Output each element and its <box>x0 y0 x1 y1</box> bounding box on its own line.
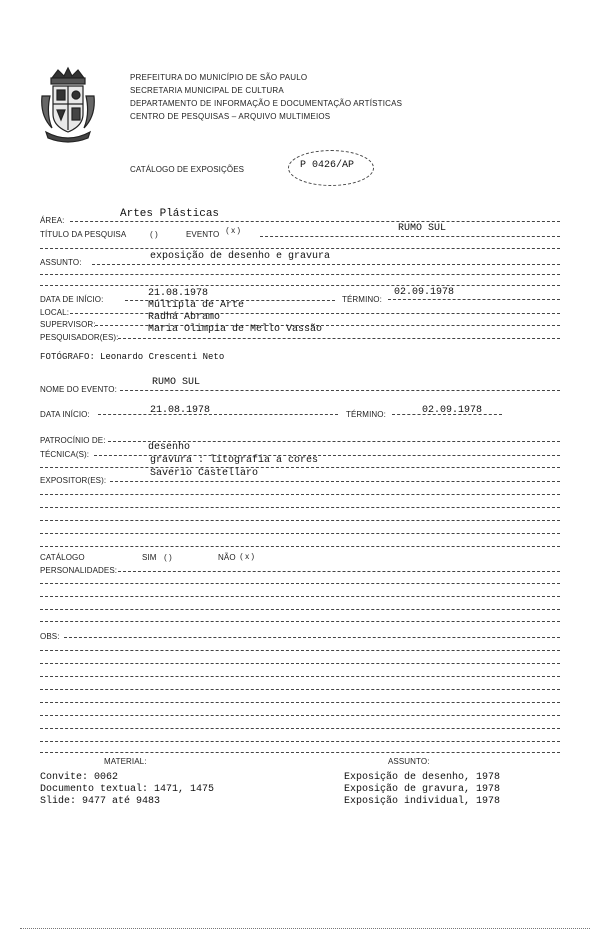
titulo-value: RUMO SUL <box>398 223 447 234</box>
obs-line-3 <box>40 663 560 664</box>
assunto-line <box>92 264 560 265</box>
nome-evento-label: NOME DO EVENTO: <box>40 385 117 394</box>
obs-line-9 <box>40 741 560 742</box>
catalog-label: CATÁLOGO DE EXPOSIÇÕES <box>130 165 245 174</box>
evento-label: EVENTO <box>186 230 220 239</box>
area-label: ÁREA: <box>40 216 65 225</box>
footer-assunto-label: ASSUNTO: <box>388 757 430 766</box>
area-line <box>70 221 560 222</box>
obs-line-8 <box>40 728 560 729</box>
footer-assunto-item-2: Exposição de gravura, 1978 <box>344 784 501 795</box>
termino-value: 02.09.1978 <box>394 287 455 298</box>
tecnicas-line-2 <box>40 467 560 468</box>
assunto-label: ASSUNTO: <box>40 258 82 267</box>
expositores-line-5 <box>40 533 560 534</box>
obs-line-4 <box>40 676 560 677</box>
material-item-1: Convite: 0062 <box>40 772 119 783</box>
patrocinio-label: PATROCÍNIO DE: <box>40 436 106 445</box>
fotografo-label: FOTÓGRAFO: <box>40 352 96 362</box>
obs-line-7 <box>40 715 560 716</box>
local-value: Múltipla de Arte <box>148 300 245 311</box>
nao-label: NÃO <box>218 553 236 562</box>
nome-evento-value: RUMO SUL <box>152 377 201 388</box>
header-line-3: DEPARTAMENTO DE INFORMAÇÃO E DOCUMENTAÇÃO ARTÍSTICAS <box>130 99 403 108</box>
fotografo-value: Leonardo Crescenti Neto <box>100 352 225 362</box>
coat-of-arms-icon <box>38 66 98 144</box>
pesquisadores-label: PESQUISADOR(ES): <box>40 333 119 342</box>
obs-label: OBS: <box>40 632 60 641</box>
obs-line-10 <box>40 752 560 753</box>
assunto-line-2 <box>40 274 560 275</box>
tecnicas-line <box>94 455 560 456</box>
obs-line-5 <box>40 689 560 690</box>
tecnicas-value-1: desenho <box>148 442 191 453</box>
catalogo-label: CATÁLOGO <box>40 553 85 562</box>
tecnicas-label: TÉCNICA(S): <box>40 450 90 459</box>
expositores-line <box>110 481 560 482</box>
catalog-code: P 0426/AP <box>300 160 355 171</box>
supervisor-label: SUPERVISOR: <box>40 320 96 329</box>
termino2-value: 02.09.1978 <box>422 405 483 416</box>
termino-line <box>388 299 560 300</box>
data-inicio2-line <box>98 414 338 415</box>
obs-line-2 <box>40 650 560 651</box>
area-value: Artes Plásticas <box>120 208 220 220</box>
termino2-label: TÉRMINO: <box>346 410 386 419</box>
sim-checkbox: ( ) <box>164 553 172 562</box>
tecnicas-value-2: gravura : litografia a cores <box>150 455 319 466</box>
header-line-4: CENTRO DE PESQUISAS – ARQUIVO MULTIMEIOS <box>130 112 331 121</box>
data-inicio-value: 21.08.1978 <box>148 288 209 299</box>
nome-evento-line <box>120 390 560 391</box>
evento-checkbox: ( x ) <box>226 226 241 235</box>
material-item-2: Documento textual: 1471, 1475 <box>40 784 215 795</box>
material-item-3: Slide: 9477 até 9483 <box>40 796 161 807</box>
nao-checkbox: ( x ) <box>240 552 255 561</box>
footer-assunto-item-3: Exposição individual, 1978 <box>344 796 501 807</box>
header-line-1: PREFEITURA DO MUNICÍPIO DE SÃO PAULO <box>130 73 308 82</box>
personalidades-line-2 <box>40 583 560 584</box>
termino2-line <box>392 414 502 415</box>
material-label: MATERIAL: <box>104 757 147 766</box>
personalidades-line-4 <box>40 609 560 610</box>
titulo-checkbox: ( ) <box>150 230 158 239</box>
expositores-label: EXPOSITOR(ES): <box>40 476 107 485</box>
sim-label: SIM <box>142 553 157 562</box>
titulo-line <box>260 236 560 237</box>
scan-edge-line <box>20 928 590 929</box>
titulo-line-2 <box>40 248 560 249</box>
personalidades-label: PERSONALIDADES: <box>40 566 118 575</box>
titulo-label: TÍTULO DA PESQUISA <box>40 230 127 239</box>
data-inicio-label: DATA DE INÍCIO: <box>40 295 104 304</box>
data-inicio2-label: DATA INÍCIO: <box>40 410 90 419</box>
local-line <box>70 313 560 314</box>
expositores-line-4 <box>40 520 560 521</box>
expositores-value: Saverio Castellaro <box>150 468 259 479</box>
personalidades-line-3 <box>40 596 560 597</box>
obs-line-6 <box>40 702 560 703</box>
header-line-2: SECRETARIA MUNICIPAL DE CULTURA <box>130 86 284 95</box>
supervisor-value: Radhá Abramo <box>148 312 221 323</box>
expositores-line-6 <box>40 546 560 547</box>
footer-assunto-item-1: Exposição de desenho, 1978 <box>344 772 501 783</box>
termino-label: TÉRMINO: <box>342 295 382 304</box>
obs-line-1 <box>64 637 560 638</box>
pesquisadores-value: Maria Olimpia de Mello Vassão <box>148 324 323 335</box>
local-label: LOCAL: <box>40 308 70 317</box>
personalidades-line <box>118 571 560 572</box>
assunto-value: exposição de desenho e gravura <box>150 251 331 262</box>
data-inicio2-value: 21.08.1978 <box>150 405 211 416</box>
pesquisadores-line <box>118 338 560 339</box>
expositores-line-2 <box>40 494 560 495</box>
personalidades-line-5 <box>40 621 560 622</box>
expositores-line-3 <box>40 507 560 508</box>
assunto-line-3 <box>40 285 560 286</box>
